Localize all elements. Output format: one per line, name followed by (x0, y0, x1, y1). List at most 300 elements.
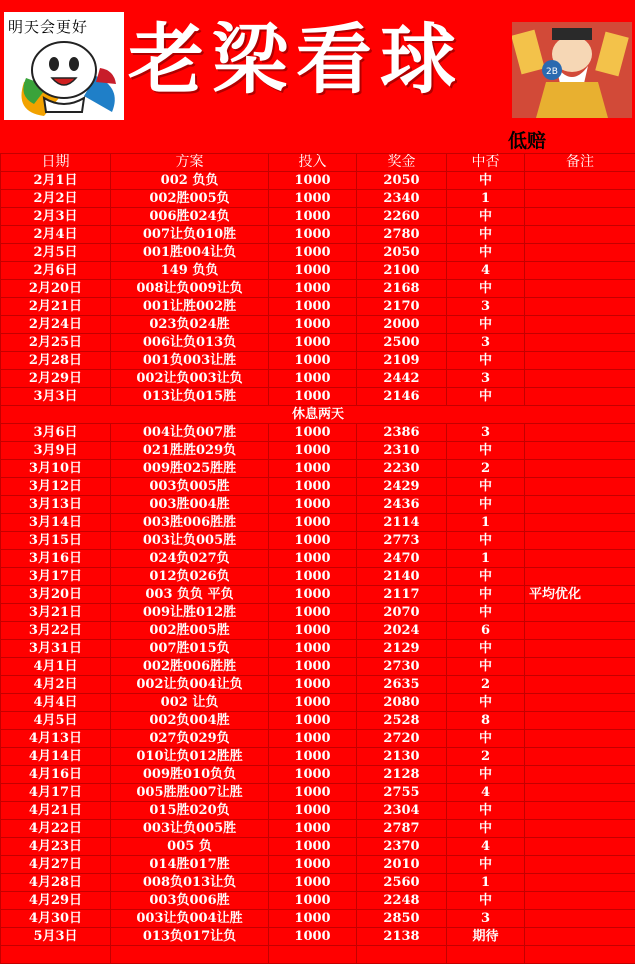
cell-note (525, 172, 635, 190)
cell-note (525, 892, 635, 910)
cell-plan: 003 负负 平负 (111, 586, 269, 604)
cell-result: 3 (447, 370, 525, 388)
cell-plan: 008负013让负 (111, 874, 269, 892)
cell-result: 3 (447, 424, 525, 442)
cell-date: 2月21日 (1, 298, 111, 316)
cell-date: 2月1日 (1, 172, 111, 190)
cell-date: 4月2日 (1, 676, 111, 694)
cell-note (525, 280, 635, 298)
cell-payout: 2024 (357, 622, 447, 640)
cell-date: 3月20日 (1, 586, 111, 604)
cell-note (525, 352, 635, 370)
table-row (1, 262, 635, 280)
cell-plan: 015胜020负 (111, 802, 269, 820)
cell-date: 4月1日 (1, 658, 111, 676)
betting-record-table (0, 153, 635, 964)
cell-stake: 1000 (269, 658, 357, 676)
cell-result: 4 (447, 262, 525, 280)
cell-stake: 1000 (269, 280, 357, 298)
cell-note (525, 568, 635, 586)
cell-stake: 1000 (269, 694, 357, 712)
cell-stake: 1000 (269, 334, 357, 352)
table-row (1, 820, 635, 838)
cell-payout: 2635 (357, 676, 447, 694)
table-row (1, 496, 635, 514)
cell-stake: 1000 (269, 784, 357, 802)
mascot-logo (4, 12, 124, 120)
cell-note (525, 784, 635, 802)
cell-payout: 2114 (357, 514, 447, 532)
cell-result: 3 (447, 910, 525, 928)
cell-result: 中 (447, 388, 525, 406)
cell-payout: 2129 (357, 640, 447, 658)
cell-date: 2月4日 (1, 226, 111, 244)
cell-payout: 2470 (357, 550, 447, 568)
cell-stake: 1000 (269, 244, 357, 262)
cell-date: 3月12日 (1, 478, 111, 496)
cell-payout: 2429 (357, 478, 447, 496)
table-row (1, 172, 635, 190)
cell-stake: 1000 (269, 586, 357, 604)
empty-cell (111, 946, 269, 964)
cell-note (525, 532, 635, 550)
cell-note (525, 676, 635, 694)
cell-payout: 2109 (357, 352, 447, 370)
cell-result: 1 (447, 514, 525, 532)
cell-note (525, 190, 635, 208)
cell-plan: 007让负010胜 (111, 226, 269, 244)
cell-note (525, 874, 635, 892)
cell-plan: 024负027负 (111, 550, 269, 568)
cell-date: 4月17日 (1, 784, 111, 802)
cell-date: 2月20日 (1, 280, 111, 298)
cell-result: 期待 (447, 928, 525, 946)
cell-result: 中 (447, 244, 525, 262)
column-header-stake: 投入 (269, 154, 357, 172)
cell-note (525, 388, 635, 406)
empty-cell (1, 946, 111, 964)
cell-result: 1 (447, 550, 525, 568)
cell-result: 中 (447, 496, 525, 514)
cell-plan: 002胜005胜 (111, 622, 269, 640)
cell-result: 中 (447, 226, 525, 244)
cell-plan: 014胜017胜 (111, 856, 269, 874)
cell-note (525, 694, 635, 712)
cell-stake: 1000 (269, 550, 357, 568)
cell-plan: 005 负 (111, 838, 269, 856)
cell-note (525, 370, 635, 388)
cell-stake: 1000 (269, 532, 357, 550)
cell-stake: 1000 (269, 820, 357, 838)
cell-note (525, 856, 635, 874)
cell-note (525, 928, 635, 946)
cell-date: 2月3日 (1, 208, 111, 226)
cell-payout: 2010 (357, 856, 447, 874)
cell-plan: 006胜024负 (111, 208, 269, 226)
cell-stake: 1000 (269, 190, 357, 208)
cell-date: 4月22日 (1, 820, 111, 838)
cell-date: 3月10日 (1, 460, 111, 478)
table-row (1, 208, 635, 226)
logo-slogan: 明天会更好 (8, 18, 89, 36)
cell-date: 2月28日 (1, 352, 111, 370)
table-row (1, 244, 635, 262)
cell-note (525, 766, 635, 784)
cell-plan: 003胜004胜 (111, 496, 269, 514)
cell-stake: 1000 (269, 838, 357, 856)
table-row (1, 622, 635, 640)
cell-result: 中 (447, 208, 525, 226)
cell-stake: 1000 (269, 316, 357, 334)
cell-plan: 013负017让负 (111, 928, 269, 946)
cell-payout: 2560 (357, 874, 447, 892)
cell-payout: 2168 (357, 280, 447, 298)
cell-result: 1 (447, 874, 525, 892)
cell-result: 中 (447, 604, 525, 622)
cell-result: 中 (447, 316, 525, 334)
cell-date: 3月16日 (1, 550, 111, 568)
subtitle: 低赔 (508, 130, 547, 152)
cell-stake: 1000 (269, 442, 357, 460)
cell-date: 4月16日 (1, 766, 111, 784)
cell-date: 4月29日 (1, 892, 111, 910)
cell-stake: 1000 (269, 640, 357, 658)
cell-payout: 2100 (357, 262, 447, 280)
cell-result: 中 (447, 568, 525, 586)
cell-plan: 002胜006胜胜 (111, 658, 269, 676)
table-row (1, 640, 635, 658)
cell-stake: 1000 (269, 910, 357, 928)
cell-plan: 002负004胜 (111, 712, 269, 730)
table-row (1, 766, 635, 784)
table-row (1, 280, 635, 298)
cell-date: 3月31日 (1, 640, 111, 658)
cell-note (525, 748, 635, 766)
cell-date: 3月13日 (1, 496, 111, 514)
cell-result: 8 (447, 712, 525, 730)
table-row (1, 694, 635, 712)
table-row (1, 352, 635, 370)
cell-note (525, 910, 635, 928)
cell-plan: 003负006胜 (111, 892, 269, 910)
table-row (1, 460, 635, 478)
cell-plan: 002胜005负 (111, 190, 269, 208)
cell-payout: 2080 (357, 694, 447, 712)
cell-stake: 1000 (269, 622, 357, 640)
table-row (1, 298, 635, 316)
cell-payout: 2146 (357, 388, 447, 406)
cell-plan: 009让胜012胜 (111, 604, 269, 622)
cell-stake: 1000 (269, 856, 357, 874)
table-row (1, 838, 635, 856)
table-row (1, 856, 635, 874)
cell-plan: 006让负013负 (111, 334, 269, 352)
cell-result: 4 (447, 784, 525, 802)
cell-stake: 1000 (269, 226, 357, 244)
cell-payout: 2130 (357, 748, 447, 766)
cell-payout: 2117 (357, 586, 447, 604)
cell-plan: 149 负负 (111, 262, 269, 280)
cell-stake: 1000 (269, 748, 357, 766)
cell-result: 中 (447, 658, 525, 676)
cell-date: 4月14日 (1, 748, 111, 766)
cell-payout: 2304 (357, 802, 447, 820)
cell-payout: 2000 (357, 316, 447, 334)
svg-text:2B: 2B (546, 67, 558, 77)
cell-payout: 2386 (357, 424, 447, 442)
cell-stake: 1000 (269, 172, 357, 190)
cell-payout: 2248 (357, 892, 447, 910)
cell-note (525, 640, 635, 658)
mascot-icon (4, 12, 124, 120)
cell-date: 4月13日 (1, 730, 111, 748)
cell-note (525, 550, 635, 568)
cell-stake: 1000 (269, 514, 357, 532)
cell-payout: 2850 (357, 910, 447, 928)
rest-label: 休息两天 (1, 406, 635, 424)
cell-date: 3月22日 (1, 622, 111, 640)
cell-stake: 1000 (269, 604, 357, 622)
cell-note (525, 424, 635, 442)
cell-plan: 002让负004让负 (111, 676, 269, 694)
cell-payout: 2730 (357, 658, 447, 676)
cell-payout: 2260 (357, 208, 447, 226)
cell-date: 3月21日 (1, 604, 111, 622)
table-row (1, 568, 635, 586)
cell-result: 中 (447, 532, 525, 550)
cell-plan: 002让负003让负 (111, 370, 269, 388)
cell-result: 中 (447, 820, 525, 838)
column-header-note: 备注 (525, 154, 635, 172)
cell-plan: 003胜006胜胜 (111, 514, 269, 532)
cell-stake: 1000 (269, 370, 357, 388)
cell-note (525, 658, 635, 676)
cell-result: 中 (447, 892, 525, 910)
table-row (1, 676, 635, 694)
cell-payout: 2720 (357, 730, 447, 748)
cell-result: 3 (447, 298, 525, 316)
table-row (1, 586, 635, 604)
cell-date: 2月2日 (1, 190, 111, 208)
cell-result: 中 (447, 442, 525, 460)
cell-stake: 1000 (269, 676, 357, 694)
cell-result: 中 (447, 694, 525, 712)
cell-note (525, 514, 635, 532)
cell-date: 4月28日 (1, 874, 111, 892)
table-row (1, 190, 635, 208)
cell-plan: 001负003让胜 (111, 352, 269, 370)
cell-stake: 1000 (269, 388, 357, 406)
cell-note (525, 730, 635, 748)
cell-result: 3 (447, 334, 525, 352)
cell-result: 中 (447, 478, 525, 496)
cell-plan: 003让负004让胜 (111, 910, 269, 928)
cell-note (525, 244, 635, 262)
cell-date: 2月25日 (1, 334, 111, 352)
cell-date: 4月21日 (1, 802, 111, 820)
cell-stake: 1000 (269, 568, 357, 586)
cell-stake: 1000 (269, 496, 357, 514)
cell-note (525, 802, 635, 820)
cell-stake: 1000 (269, 712, 357, 730)
cell-result: 中 (447, 586, 525, 604)
cell-plan: 001让胜002胜 (111, 298, 269, 316)
cell-plan: 001胜004让负 (111, 244, 269, 262)
cell-stake: 1000 (269, 298, 357, 316)
cell-payout: 2436 (357, 496, 447, 514)
cell-payout: 2070 (357, 604, 447, 622)
cell-note: 平均优化 (525, 586, 635, 604)
cell-payout: 2128 (357, 766, 447, 784)
rest-row (1, 406, 635, 424)
cell-stake: 1000 (269, 262, 357, 280)
table-row (1, 334, 635, 352)
cell-plan: 002 负负 (111, 172, 269, 190)
table-row (1, 874, 635, 892)
cell-stake: 1000 (269, 352, 357, 370)
cell-payout: 2528 (357, 712, 447, 730)
cell-result: 中 (447, 640, 525, 658)
cell-result: 2 (447, 676, 525, 694)
cell-stake: 1000 (269, 424, 357, 442)
cell-payout: 2310 (357, 442, 447, 460)
cell-stake: 1000 (269, 802, 357, 820)
cell-date: 2月5日 (1, 244, 111, 262)
cell-plan: 010让负012胜胜 (111, 748, 269, 766)
table-row (1, 316, 635, 334)
column-header-plan: 方案 (111, 154, 269, 172)
cell-result: 2 (447, 460, 525, 478)
cell-payout: 2500 (357, 334, 447, 352)
cell-note (525, 460, 635, 478)
cell-result: 2 (447, 748, 525, 766)
table-row (1, 424, 635, 442)
cell-plan: 005胜胜007让胜 (111, 784, 269, 802)
table-row (1, 730, 635, 748)
cell-date: 4月27日 (1, 856, 111, 874)
cell-payout: 2773 (357, 532, 447, 550)
cell-plan: 002 让负 (111, 694, 269, 712)
fortune-god-icon (512, 22, 632, 118)
cell-payout: 2787 (357, 820, 447, 838)
cell-plan: 003让负005胜 (111, 532, 269, 550)
cell-note (525, 712, 635, 730)
cell-result: 6 (447, 622, 525, 640)
empty-cell (357, 946, 447, 964)
empty-cell (447, 946, 525, 964)
table-row (1, 784, 635, 802)
brand-title: 老梁看球 (128, 15, 464, 104)
cell-plan: 003负005胜 (111, 478, 269, 496)
cell-result: 4 (447, 838, 525, 856)
header (0, 0, 635, 153)
cell-plan: 013让负015胜 (111, 388, 269, 406)
table-row (1, 442, 635, 460)
table-row (1, 892, 635, 910)
table-row (1, 550, 635, 568)
table-row (1, 226, 635, 244)
cell-stake: 1000 (269, 460, 357, 478)
cell-payout: 2170 (357, 298, 447, 316)
cell-note (525, 298, 635, 316)
table-body (1, 172, 635, 964)
cell-date: 5月3日 (1, 928, 111, 946)
cell-payout: 2230 (357, 460, 447, 478)
table-header-row (1, 154, 635, 172)
cell-date: 3月3日 (1, 388, 111, 406)
column-header-date: 日期 (1, 154, 111, 172)
cell-result: 中 (447, 352, 525, 370)
cell-plan: 021胜胜029负 (111, 442, 269, 460)
cell-plan: 007胜015负 (111, 640, 269, 658)
cell-date: 3月15日 (1, 532, 111, 550)
cell-note (525, 496, 635, 514)
cell-note (525, 316, 635, 334)
cell-payout: 2140 (357, 568, 447, 586)
cell-date: 2月6日 (1, 262, 111, 280)
cell-date: 3月6日 (1, 424, 111, 442)
cell-note (525, 208, 635, 226)
cell-stake: 1000 (269, 730, 357, 748)
cell-note (525, 622, 635, 640)
cell-result: 中 (447, 730, 525, 748)
cell-plan: 004让负007胜 (111, 424, 269, 442)
cell-plan: 012负026负 (111, 568, 269, 586)
cell-plan: 003让负005胜 (111, 820, 269, 838)
cell-payout: 2370 (357, 838, 447, 856)
cell-note (525, 604, 635, 622)
cell-date: 3月9日 (1, 442, 111, 460)
cell-date: 3月14日 (1, 514, 111, 532)
cell-result: 中 (447, 766, 525, 784)
cell-note (525, 838, 635, 856)
cell-note (525, 226, 635, 244)
cell-plan: 023负024胜 (111, 316, 269, 334)
cell-date: 2月29日 (1, 370, 111, 388)
cell-stake: 1000 (269, 208, 357, 226)
cell-note (525, 442, 635, 460)
cell-date: 4月23日 (1, 838, 111, 856)
cell-plan: 008让负009让负 (111, 280, 269, 298)
cell-note (525, 820, 635, 838)
cell-stake: 1000 (269, 928, 357, 946)
cell-plan: 009胜025胜胜 (111, 460, 269, 478)
table-row (1, 928, 635, 946)
table-row-empty (1, 946, 635, 964)
cell-note (525, 262, 635, 280)
cell-date: 4月5日 (1, 712, 111, 730)
cell-date: 4月30日 (1, 910, 111, 928)
cell-note (525, 478, 635, 496)
fortune-god-image (512, 22, 632, 118)
table-row (1, 712, 635, 730)
cell-payout: 2780 (357, 226, 447, 244)
cell-date: 4月4日 (1, 694, 111, 712)
table-row (1, 748, 635, 766)
column-header-result: 中否 (447, 154, 525, 172)
cell-payout: 2138 (357, 928, 447, 946)
empty-cell (525, 946, 635, 964)
cell-stake: 1000 (269, 478, 357, 496)
column-header-payout: 奖金 (357, 154, 447, 172)
cell-result: 中 (447, 172, 525, 190)
cell-result: 中 (447, 802, 525, 820)
cell-date: 3月17日 (1, 568, 111, 586)
cell-payout: 2442 (357, 370, 447, 388)
cell-payout: 2755 (357, 784, 447, 802)
cell-note (525, 334, 635, 352)
table-row (1, 370, 635, 388)
